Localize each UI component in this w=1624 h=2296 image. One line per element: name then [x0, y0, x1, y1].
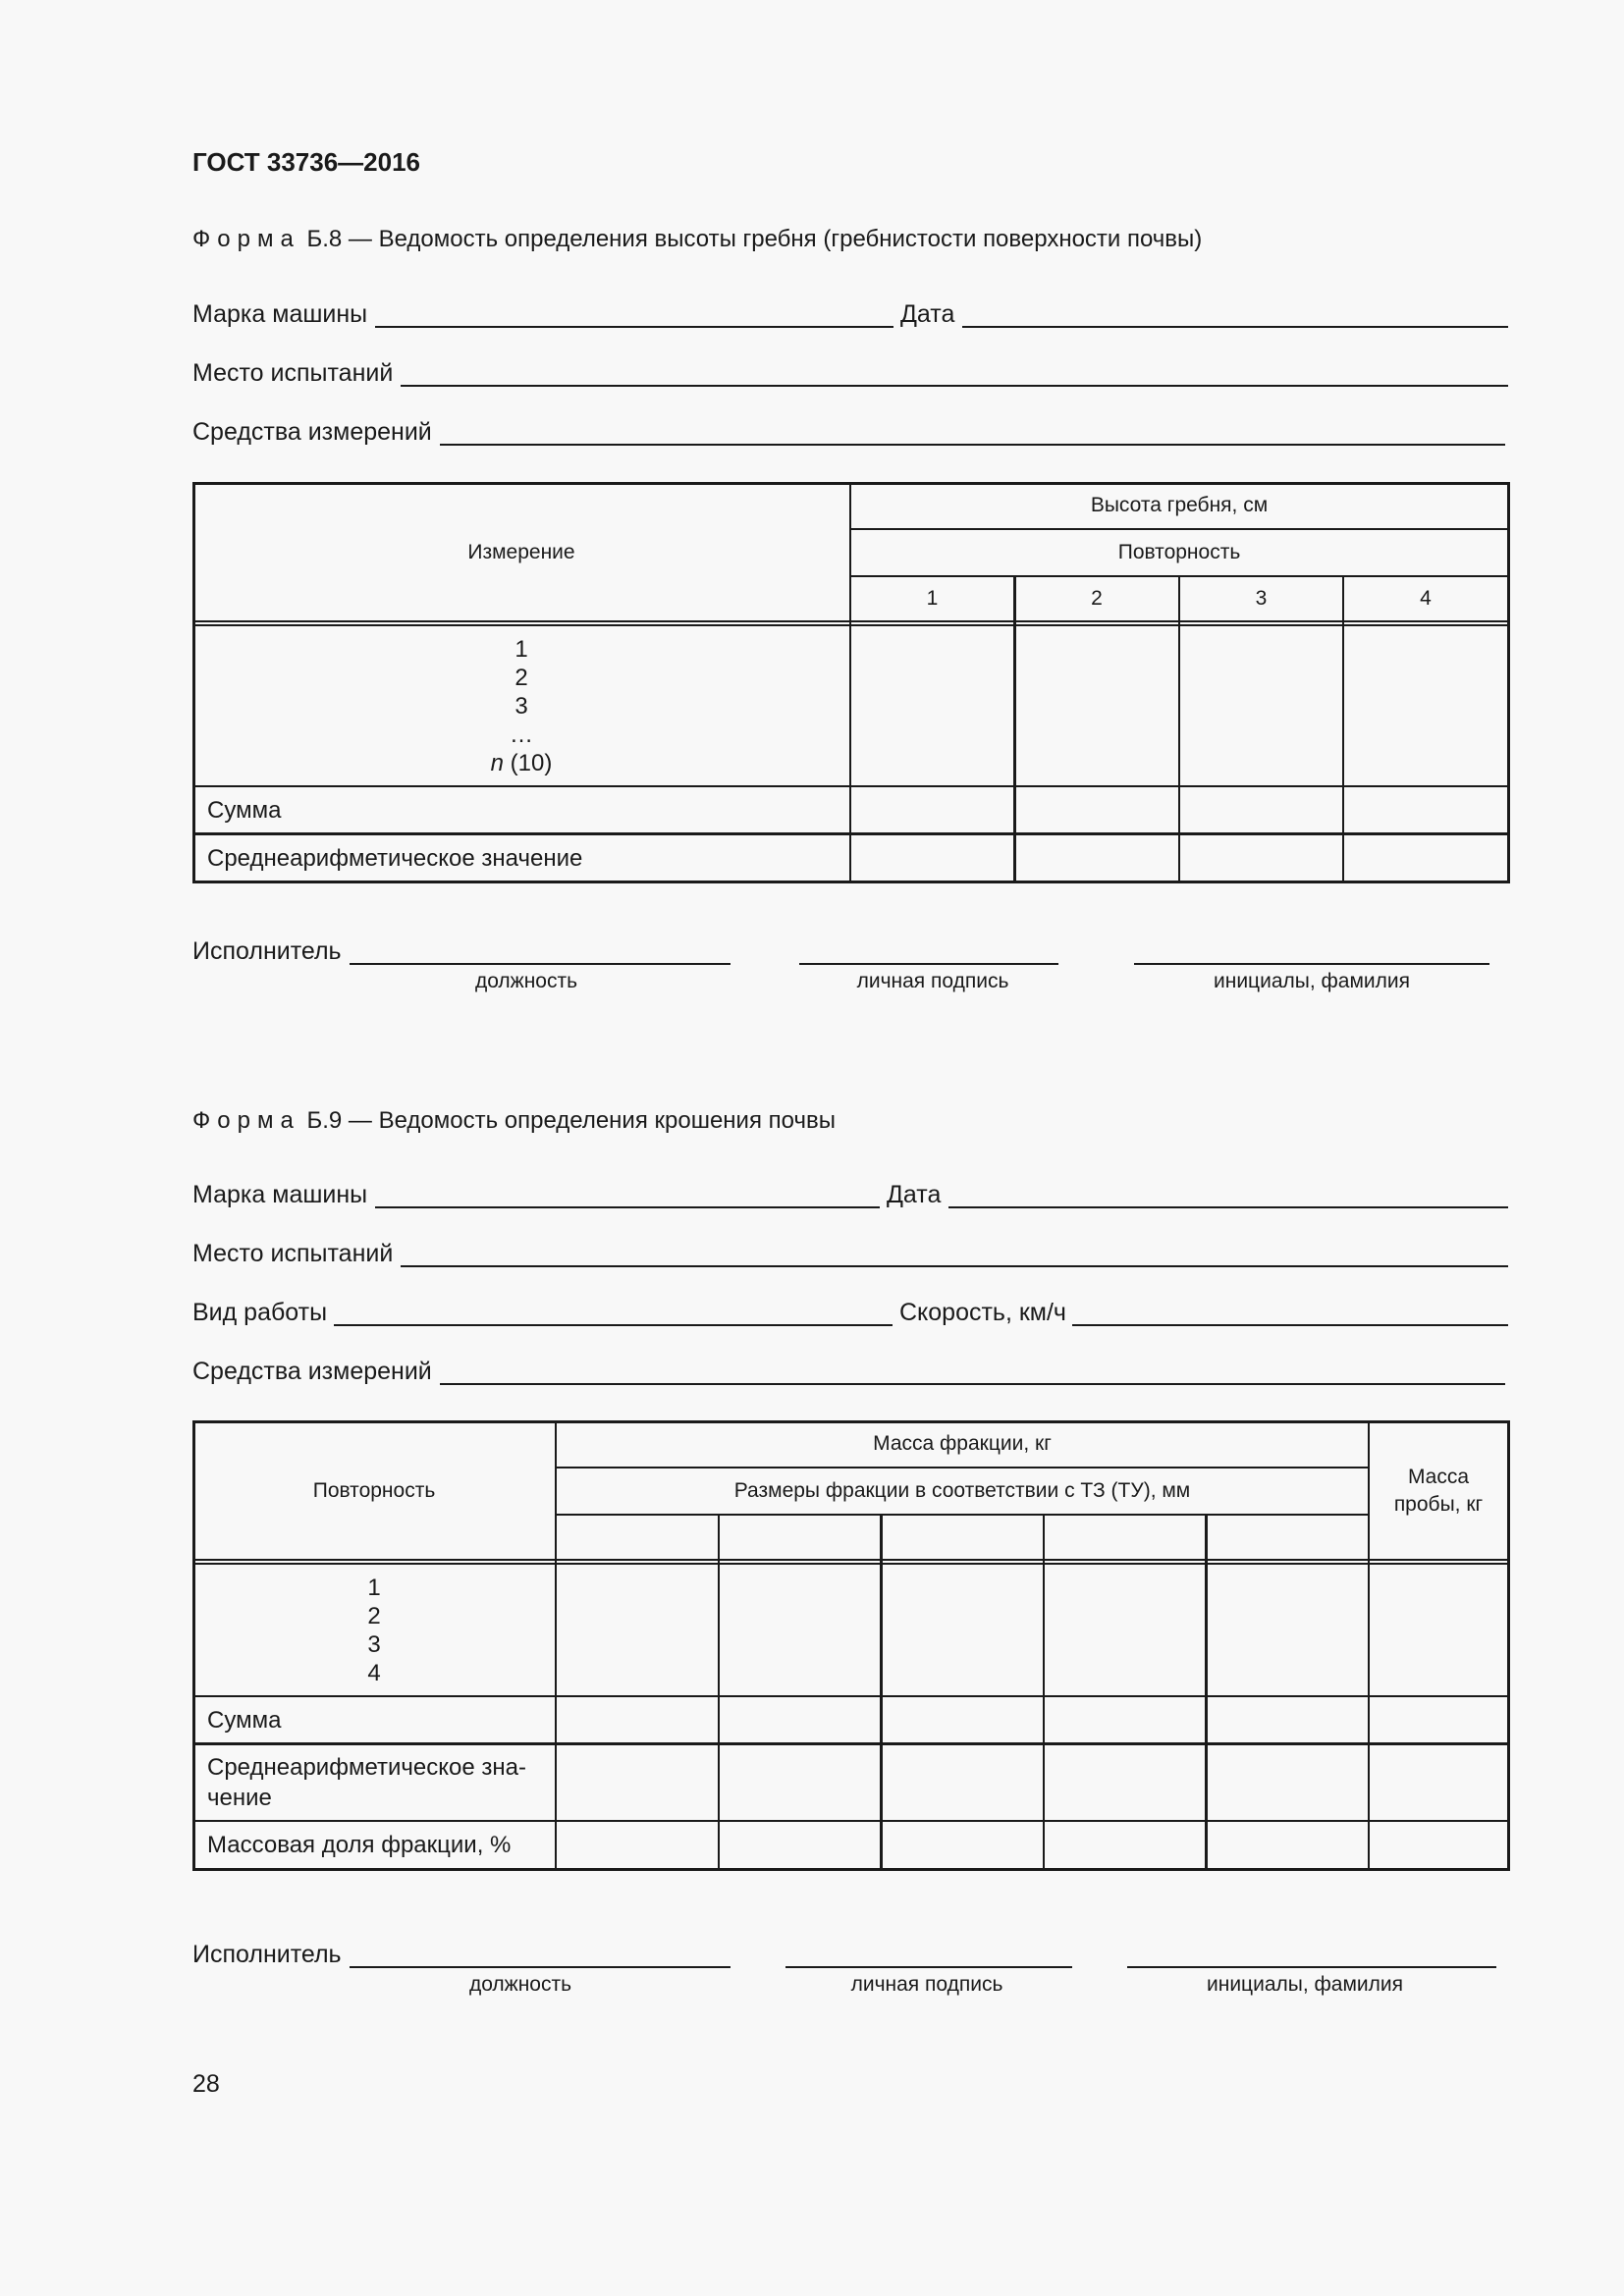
b9-signature-caption: личная подпись: [850, 1973, 1003, 1996]
b9-position-field[interactable]: [350, 1966, 731, 1968]
b9-col-sample-mass: [1370, 1420, 1507, 1561]
b9-row-sum: Сумма: [207, 1706, 282, 1734]
b9-speed-field[interactable]: [1072, 1324, 1508, 1326]
b9-place-field[interactable]: [401, 1265, 1508, 1267]
b8-position-field[interactable]: [350, 963, 731, 965]
b8-position-caption: должность: [474, 970, 578, 992]
b9-row-mean-line1: Среднеарифметическое зна-: [207, 1753, 526, 1781]
b8-col-repeat: Повторность: [1117, 541, 1241, 564]
b9-col-sample-mass-line1: Масса: [1407, 1466, 1470, 1489]
b8-col-measurement: Измерение: [467, 540, 575, 563]
b8-signature-caption: личная подпись: [856, 970, 1009, 992]
form-b8-title: [192, 226, 1202, 253]
b9-col-repeat: Повторность: [312, 1478, 436, 1502]
b9-row-number: 2: [367, 1602, 381, 1629]
b8-repeat-num: 4: [1420, 587, 1432, 611]
b8-row-number-last: [491, 749, 553, 777]
b9-date-field[interactable]: [948, 1206, 1508, 1208]
b9-row-number: 3: [367, 1630, 381, 1658]
b8-machine-label: Марка машины: [192, 300, 368, 328]
b8-signature-field[interactable]: [799, 963, 1058, 965]
b9-place-label: Место испытаний: [192, 1240, 394, 1267]
b8-repeat-num: 2: [1091, 587, 1103, 611]
document-standard-number: ГОСТ 33736—2016: [192, 147, 420, 177]
b8-repeat-num: 1: [926, 587, 939, 611]
b8-tools-field[interactable]: [440, 444, 1505, 446]
b9-position-caption: должность: [468, 1973, 572, 1996]
b9-table: [192, 1420, 1510, 1871]
page-number: 28: [192, 2070, 220, 2098]
b8-row-sum: Сумма: [207, 796, 282, 824]
b9-work-label: Вид работы: [192, 1299, 328, 1326]
b8-row-number: …: [510, 721, 533, 748]
form-b9-title-prefix: Форма: [192, 1107, 300, 1134]
b8-name-caption: инициалы, фамилия: [1214, 970, 1410, 992]
b9-name-field[interactable]: [1127, 1966, 1496, 1968]
b8-row-mean: Среднеарифметическое значение: [207, 844, 583, 872]
b8-place-label: Место испытаний: [192, 359, 394, 387]
b8-row-n: n: [490, 749, 504, 776]
b8-tools-label: Средства измерений: [192, 418, 432, 446]
b8-row-numbers: [192, 626, 850, 785]
b8-row-number: 1: [514, 635, 528, 663]
b8-row-n-value: (10): [504, 749, 553, 776]
b9-date-label: Дата: [887, 1181, 942, 1208]
form-b8-title-text: Б.8 — Ведомость определения высоты гребня (гребнистости поверхности почвы): [306, 226, 1203, 252]
b9-col-sizes: Размеры фракции в соответствии с ТЗ (ТУ), мм: [733, 1479, 1191, 1503]
b9-row-number: 1: [367, 1574, 381, 1601]
b9-signature-field[interactable]: [785, 1966, 1072, 1968]
form-b9-title-text: Б.9 — Ведомость определения крошения почвы: [306, 1107, 836, 1134]
b8-repeat-num: 3: [1255, 587, 1268, 611]
b9-work-field[interactable]: [334, 1324, 893, 1326]
b9-col-sample-mass-line2: пробы, кг: [1393, 1492, 1484, 1516]
b8-table: [192, 482, 1510, 883]
b8-row-number: 2: [514, 664, 528, 691]
b8-date-label: Дата: [900, 300, 955, 328]
b8-place-field[interactable]: [401, 385, 1508, 387]
b9-tools-label: Средства измерений: [192, 1358, 432, 1385]
b8-row-number: 3: [514, 692, 528, 720]
b9-row-mean-line2: чение: [207, 1785, 272, 1811]
b8-machine-field[interactable]: [375, 326, 893, 328]
b9-row-fraction-share: Массовая доля фракции, %: [207, 1831, 512, 1858]
b9-row-mean: [192, 1745, 556, 1820]
form-b9-title: [192, 1107, 836, 1135]
b8-executor-label: Исполнитель: [192, 937, 342, 965]
b9-col-mass-fraction: Масса фракции, кг: [873, 1432, 1052, 1456]
b8-col-height: Высота гребня, см: [1090, 494, 1269, 517]
b9-speed-label: Скорость, км/ч: [899, 1299, 1066, 1326]
b9-name-caption: инициалы, фамилия: [1207, 1973, 1403, 1996]
b8-name-field[interactable]: [1134, 963, 1489, 965]
b9-row-numbers: [192, 1565, 556, 1695]
b8-date-field[interactable]: [962, 326, 1508, 328]
b9-tools-field[interactable]: [440, 1383, 1505, 1385]
b9-machine-field[interactable]: [375, 1206, 880, 1208]
form-b8-title-prefix: Форма: [192, 226, 300, 252]
b9-machine-label: Марка машины: [192, 1181, 368, 1208]
b9-executor-label: Исполнитель: [192, 1941, 342, 1968]
b9-row-number: 4: [367, 1659, 381, 1686]
